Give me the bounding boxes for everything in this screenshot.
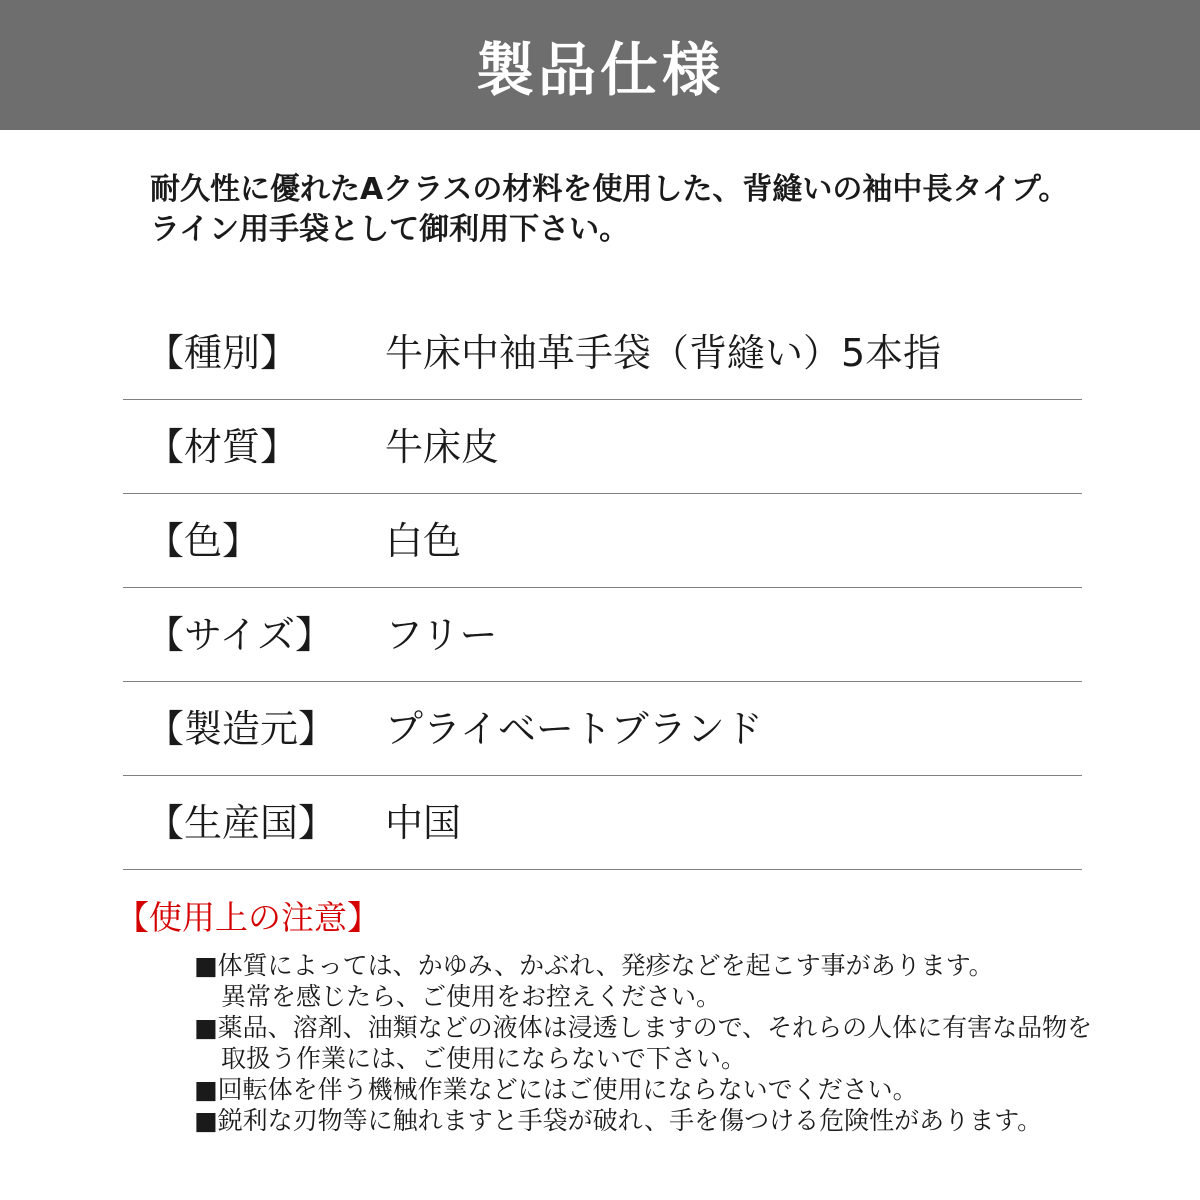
spec-value: フリー xyxy=(385,612,498,657)
caution-notes xyxy=(194,950,1094,1136)
intro-line: ライン用手袋として御利用下さい。 xyxy=(150,212,630,247)
page-title: 製品仕様 xyxy=(475,36,724,104)
spec-row-material xyxy=(123,400,1082,494)
intro-line: 耐久性に優れたAクラスの材料を使用した、背縫いの袖中長タイプ。 xyxy=(150,172,1069,207)
spec-value: 中国 xyxy=(385,800,462,845)
note-line: ■薬品、溶剤、油類などの液体は浸透しますので、それらの人体に有害な品物を xyxy=(194,1013,1093,1042)
spec-value: 牛床皮 xyxy=(385,424,500,469)
spec-value: プライベートブランド xyxy=(385,706,763,751)
caution-note xyxy=(194,950,1094,1012)
spec-label: 【色】 xyxy=(146,518,261,563)
caution-note xyxy=(194,1105,1094,1136)
caution-note xyxy=(194,1074,1094,1105)
intro-text xyxy=(150,170,1150,250)
spec-value: 牛床中袖革手袋（背縫い）5本指 xyxy=(385,330,942,375)
spec-row-type xyxy=(123,306,1082,400)
caution-title: 【使用上の注意】 xyxy=(116,898,380,937)
spec-label: 【サイズ】 xyxy=(146,612,333,657)
note-line: ■回転体を伴う機械作業などにはご使用にならないでください。 xyxy=(194,1075,918,1104)
spec-row-color xyxy=(123,494,1082,588)
note-line: ■体質によっては、かゆみ、かぶれ、発疹などを起こす事があります。 xyxy=(194,951,994,980)
spec-value: 白色 xyxy=(385,518,462,563)
note-line-continued: 異常を感じたら、ご使用をお控えください。 xyxy=(221,982,722,1011)
spec-label: 【生産国】 xyxy=(146,800,337,845)
spec-row-size xyxy=(123,588,1082,682)
spec-label: 【製造元】 xyxy=(146,706,337,751)
caution-note xyxy=(194,1012,1094,1074)
header-bar xyxy=(0,0,1200,130)
note-line-continued: 取扱う作業には、ご使用にならないで下さい。 xyxy=(221,1044,747,1073)
spec-label: 【種別】 xyxy=(146,330,299,375)
note-line: ■鋭利な刃物等に触れますと手袋が破れ、手を傷つける危険性があります。 xyxy=(194,1106,1043,1135)
spec-row-origin xyxy=(123,776,1082,870)
spec-label: 【材質】 xyxy=(146,424,299,469)
spec-row-manufacturer xyxy=(123,682,1082,776)
spec-table xyxy=(123,306,1082,870)
